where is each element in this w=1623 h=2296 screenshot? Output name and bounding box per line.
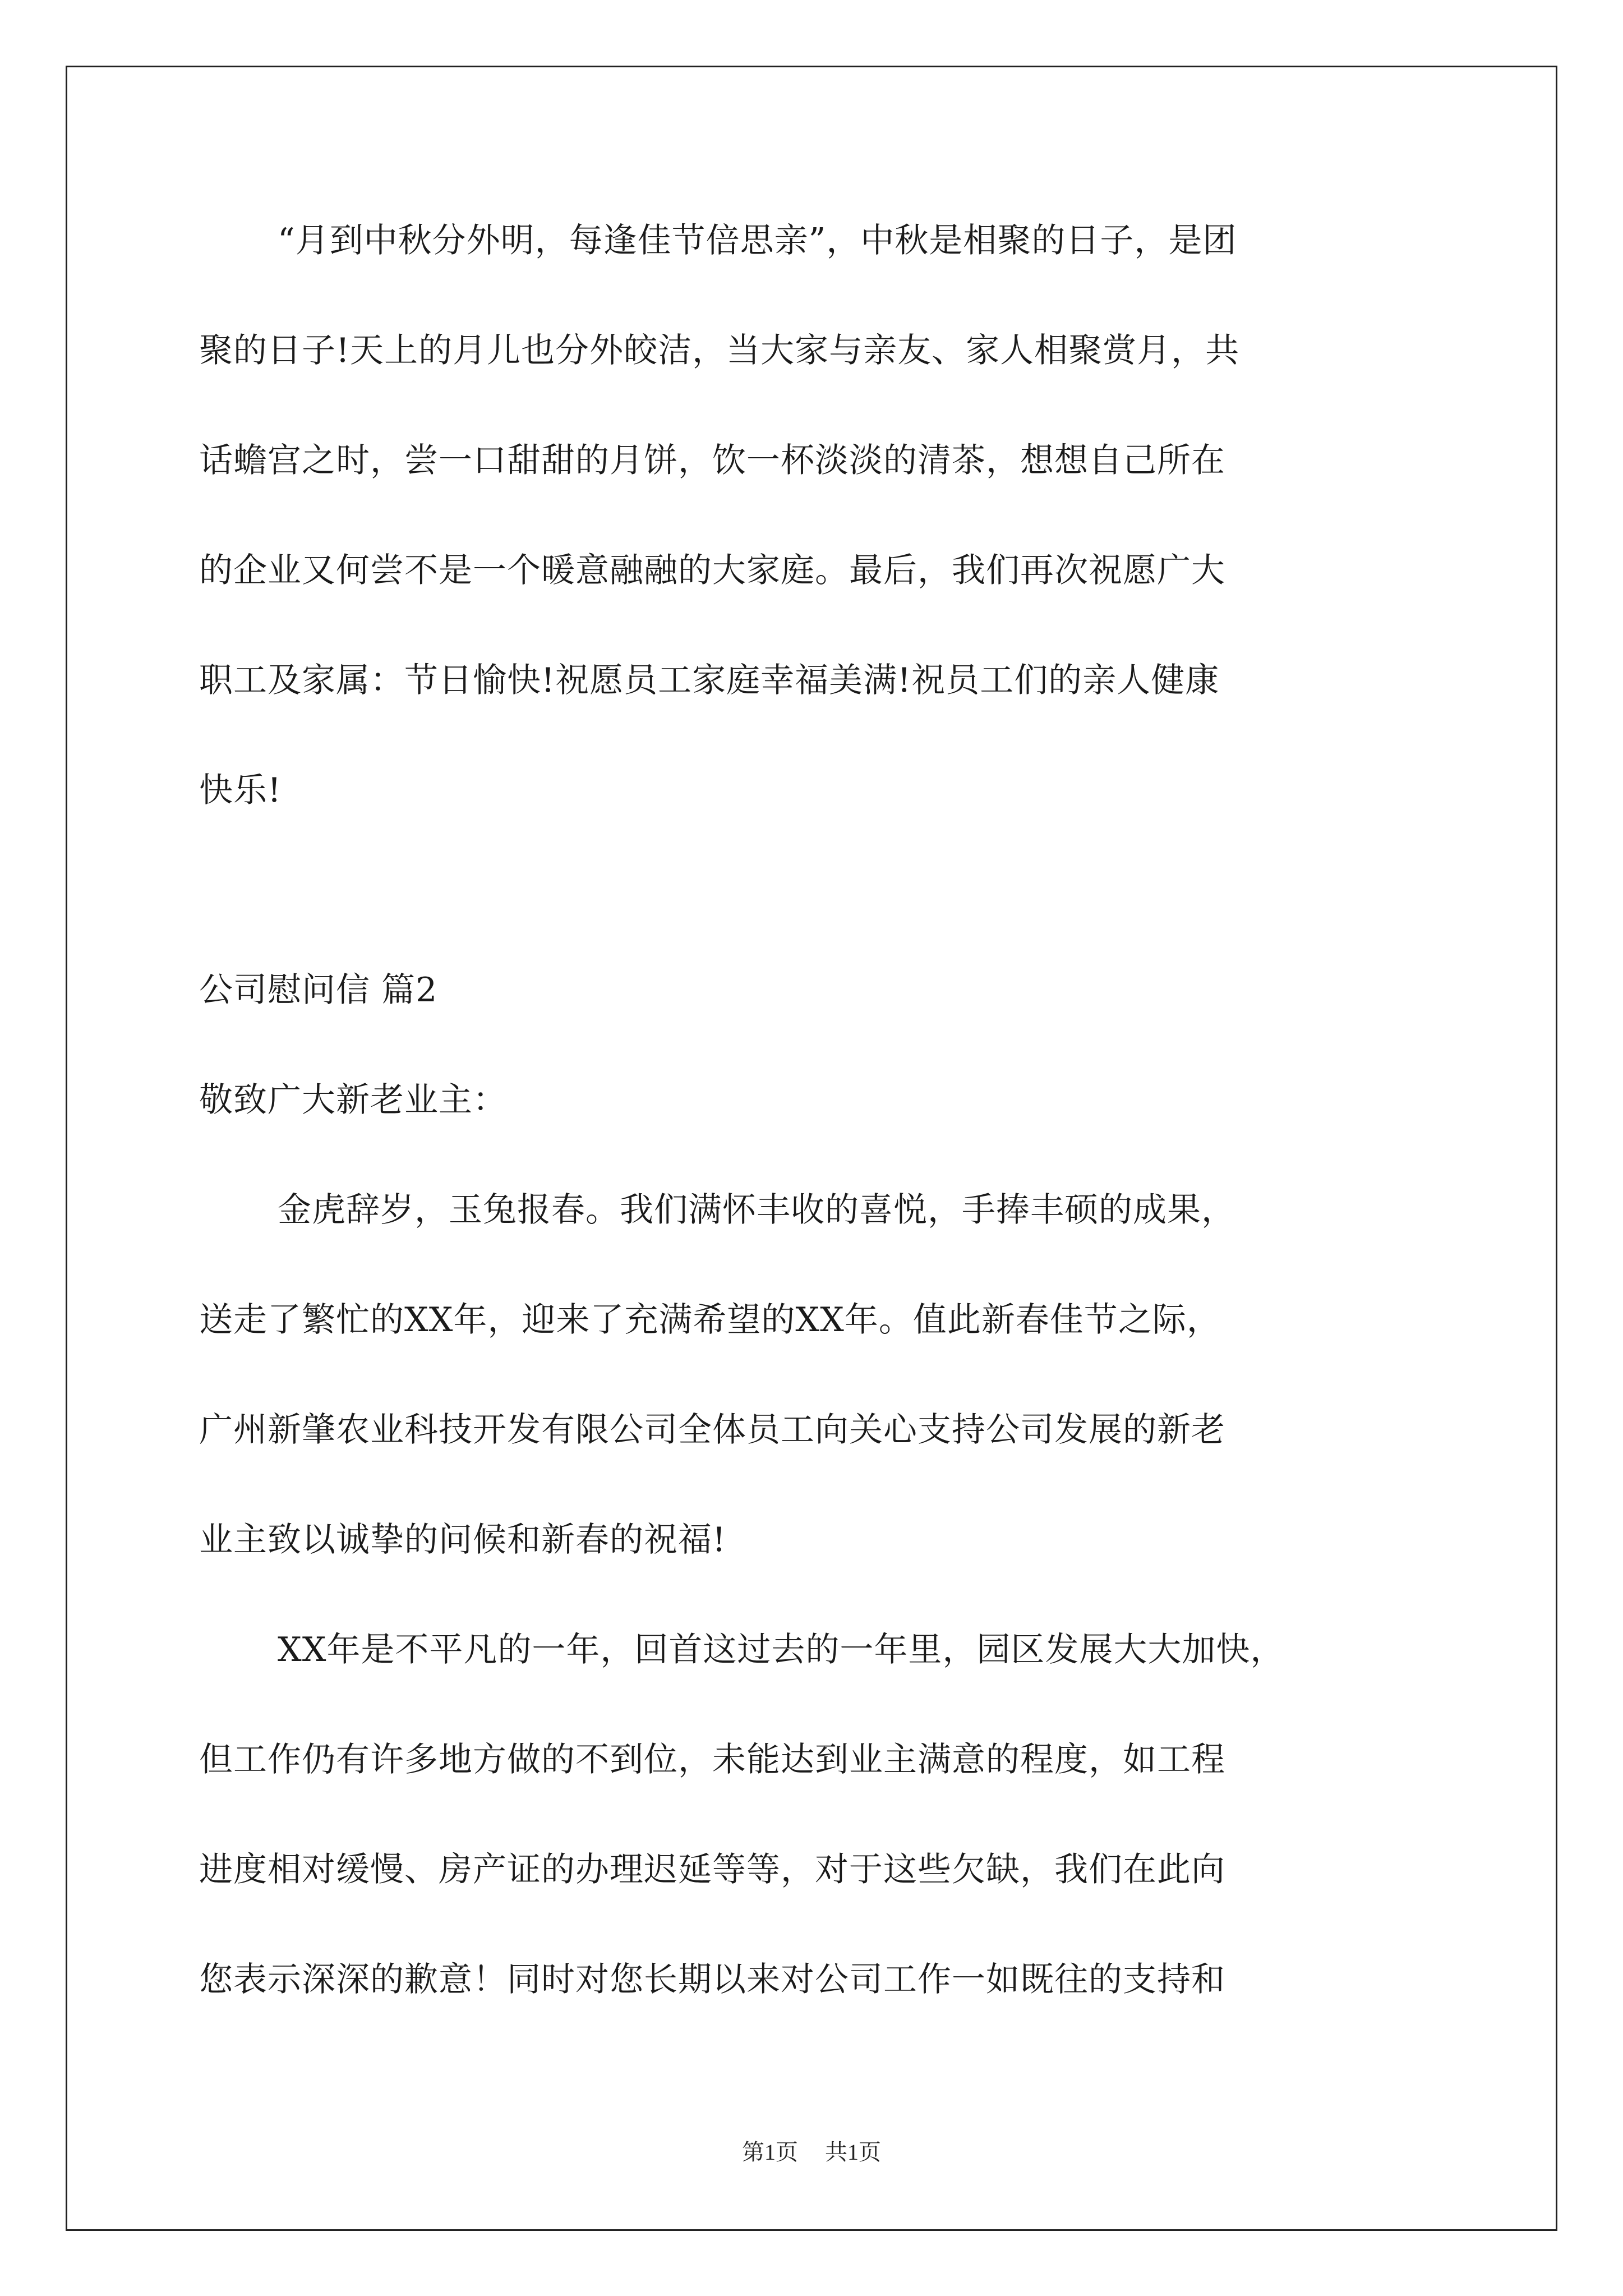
text-line: “月到中秋分外明，每逢佳节倍思亲”，中秋是相聚的日子，是团	[278, 221, 1237, 260]
text-line: 金虎辞岁，玉兔报春。我们满怀丰收的喜悦，手捧丰硕的成果，	[278, 1190, 1235, 1230]
page-total: 共1页	[825, 2139, 881, 2165]
text-line: 快乐!	[199, 771, 282, 810]
text-line: 聚的日子!天上的月儿也分外皎洁，当大家与亲友、家人相聚赏月，共	[199, 331, 1240, 370]
section-2-paragraph-2	[199, 1617, 1427, 2056]
text-line: 广州新肇农业科技开发有限公司全体员工向关心支持公司发展的新老	[199, 1410, 1225, 1450]
text-line: 您表示深深的歉意！同时对您长期以来对公司工作一如既往的支持和	[199, 1960, 1225, 1999]
text-line: 进度相对缓慢、房产证的办理迟延等等，对于这些欠缺，我们在此向	[199, 1850, 1225, 1889]
section-1-paragraph	[199, 208, 1427, 867]
section-heading: 公司慰问信 篇2	[199, 970, 438, 1010]
text-line: 职工及家属：节日愉快!祝愿员工家庭幸福美满!祝员工们的亲人健康	[199, 661, 1220, 700]
text-line: 但工作仍有许多地方做的不到位，未能达到业主满意的程度，如工程	[199, 1740, 1225, 1779]
text-line: XX年是不平凡的一年，回首这过去的一年里，园区发展大大加快，	[278, 1630, 1285, 1669]
text-line: 业主致以诚挚的问候和新春的祝福!	[199, 1520, 727, 1559]
text-line: 话蟾宫之时，尝一口甜甜的月饼，饮一杯淡淡的清茶，想想自己所在	[199, 441, 1225, 480]
salutation: 敬致广大新老业主：	[199, 1080, 507, 1120]
text-line: 的企业又何尝不是一个暖意融融的大家庭。最后，我们再次祝愿广大	[199, 551, 1225, 590]
section-2-paragraph-1	[199, 1177, 1427, 1617]
page-footer	[0, 2134, 1623, 2166]
document-body	[199, 208, 1427, 2056]
page-number: 第1页	[742, 2139, 798, 2165]
text-line: 送走了繁忙的XX年，迎来了充满希望的XX年。值此新春佳节之际，	[199, 1300, 1221, 1340]
section-spacer	[199, 867, 1427, 957]
